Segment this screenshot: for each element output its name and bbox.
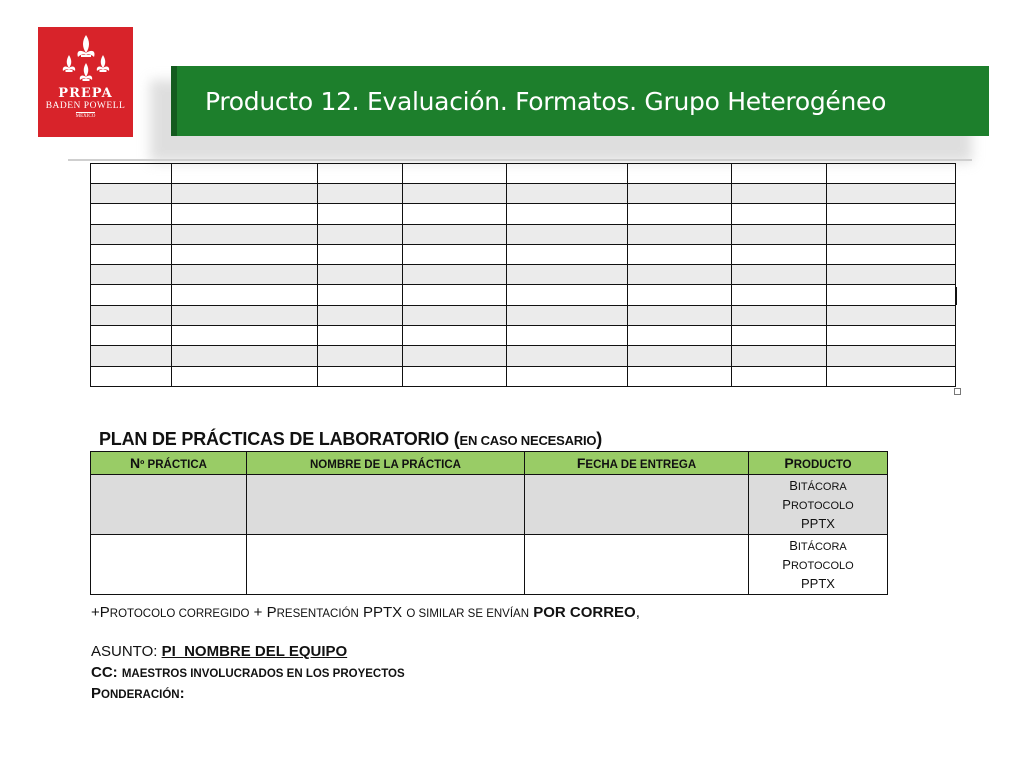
- page-title: Producto 12. Evaluación. Formatos. Grupo Heterogéneo: [205, 86, 887, 116]
- text-cursor: [955, 287, 957, 305]
- plan-row: [91, 475, 888, 535]
- table-row: [91, 366, 956, 386]
- weighting-line: [91, 685, 185, 702]
- note-part: PPTX: [358, 604, 407, 621]
- column-header-rest: ECHA DE ENTREGA: [585, 459, 697, 471]
- table-row: [91, 204, 956, 224]
- note-part: ROTOCOLO CORREGIDO: [109, 608, 250, 620]
- plan-heading-main: PLAN DE PRÁCTICAS DE LABORATORIO (: [99, 429, 460, 449]
- note-part: +P: [91, 604, 110, 621]
- product-item: PPTX: [801, 576, 835, 591]
- table-row: [91, 224, 956, 244]
- logo-country: MÉXICO: [75, 114, 96, 119]
- practice-name-cell[interactable]: [247, 535, 525, 595]
- logo-brand: PREPA: [58, 86, 113, 101]
- column-header-rest: º PRÁCTICA: [140, 459, 207, 471]
- table-row: [91, 305, 956, 325]
- plan-heading: [99, 429, 602, 450]
- plan-row: [91, 535, 888, 595]
- practice-number-cell[interactable]: [91, 535, 247, 595]
- weighting-rest: ONDERACIÓN: [101, 689, 180, 701]
- column-header: [749, 452, 888, 475]
- plan-header-row: [91, 452, 888, 475]
- cc-line: [91, 664, 405, 681]
- product-item: PROTOCOLO: [782, 557, 854, 572]
- note-part: POR CORREO: [529, 604, 636, 621]
- practice-number-cell[interactable]: [91, 475, 247, 535]
- fleur-de-lis-icon: [56, 33, 116, 85]
- table-row: [91, 244, 956, 264]
- product-cell: [749, 535, 888, 595]
- plan-table: [90, 451, 888, 595]
- product-cell: [749, 475, 888, 535]
- column-header-initial: N: [130, 455, 141, 471]
- due-date-cell[interactable]: [525, 535, 749, 595]
- product-item: BITÁCORA: [789, 478, 847, 493]
- blank-grid-table: [90, 163, 956, 387]
- table-row: [91, 285, 956, 305]
- product-item: BITÁCORA: [789, 538, 847, 553]
- column-header-rest: RODUCTO: [793, 459, 852, 471]
- logo-subtitle: BADEN POWELL: [45, 101, 126, 111]
- table-row: [91, 326, 956, 346]
- subject-line: [91, 643, 347, 660]
- column-header: [247, 452, 525, 475]
- weighting-initial: P: [91, 685, 102, 702]
- plan-heading-small: EN CASO NECESARIO: [459, 433, 597, 448]
- cc-value: MAESTROS INVOLUCRADOS EN LOS PROYECTOS: [121, 668, 405, 680]
- note-part: ,: [635, 604, 640, 621]
- product-item: PPTX: [801, 516, 835, 531]
- due-date-cell[interactable]: [525, 475, 749, 535]
- column-header: [91, 452, 247, 475]
- table-row: [91, 164, 956, 184]
- plan-heading-close: ): [596, 429, 603, 449]
- column-header-initial: P: [784, 455, 794, 471]
- table-row: [91, 265, 956, 285]
- weighting-colon: :: [179, 685, 185, 702]
- submission-note: [91, 604, 640, 621]
- table-resize-handle[interactable]: [954, 388, 961, 395]
- product-item: PROTOCOLO: [782, 497, 854, 512]
- column-header: [525, 452, 749, 475]
- title-banner: [171, 66, 989, 136]
- note-part: RESENTACIÓN: [276, 608, 359, 620]
- practice-name-cell[interactable]: [247, 475, 525, 535]
- subject-value: PI_NOMBRE DEL EQUIPO: [161, 643, 348, 660]
- subject-label: ASUNTO:: [91, 643, 162, 660]
- school-logo: [38, 27, 133, 137]
- divider: [68, 159, 972, 161]
- column-header-initial: F: [576, 455, 586, 471]
- table-row: [91, 183, 956, 203]
- column-header-rest: NOMBRE DE LA PRÁCTICA: [310, 459, 461, 471]
- table-row: [91, 346, 956, 366]
- note-part: O SIMILAR SE ENVÍAN: [406, 608, 530, 620]
- cc-label: CC:: [91, 664, 122, 681]
- note-part: + P: [249, 604, 277, 621]
